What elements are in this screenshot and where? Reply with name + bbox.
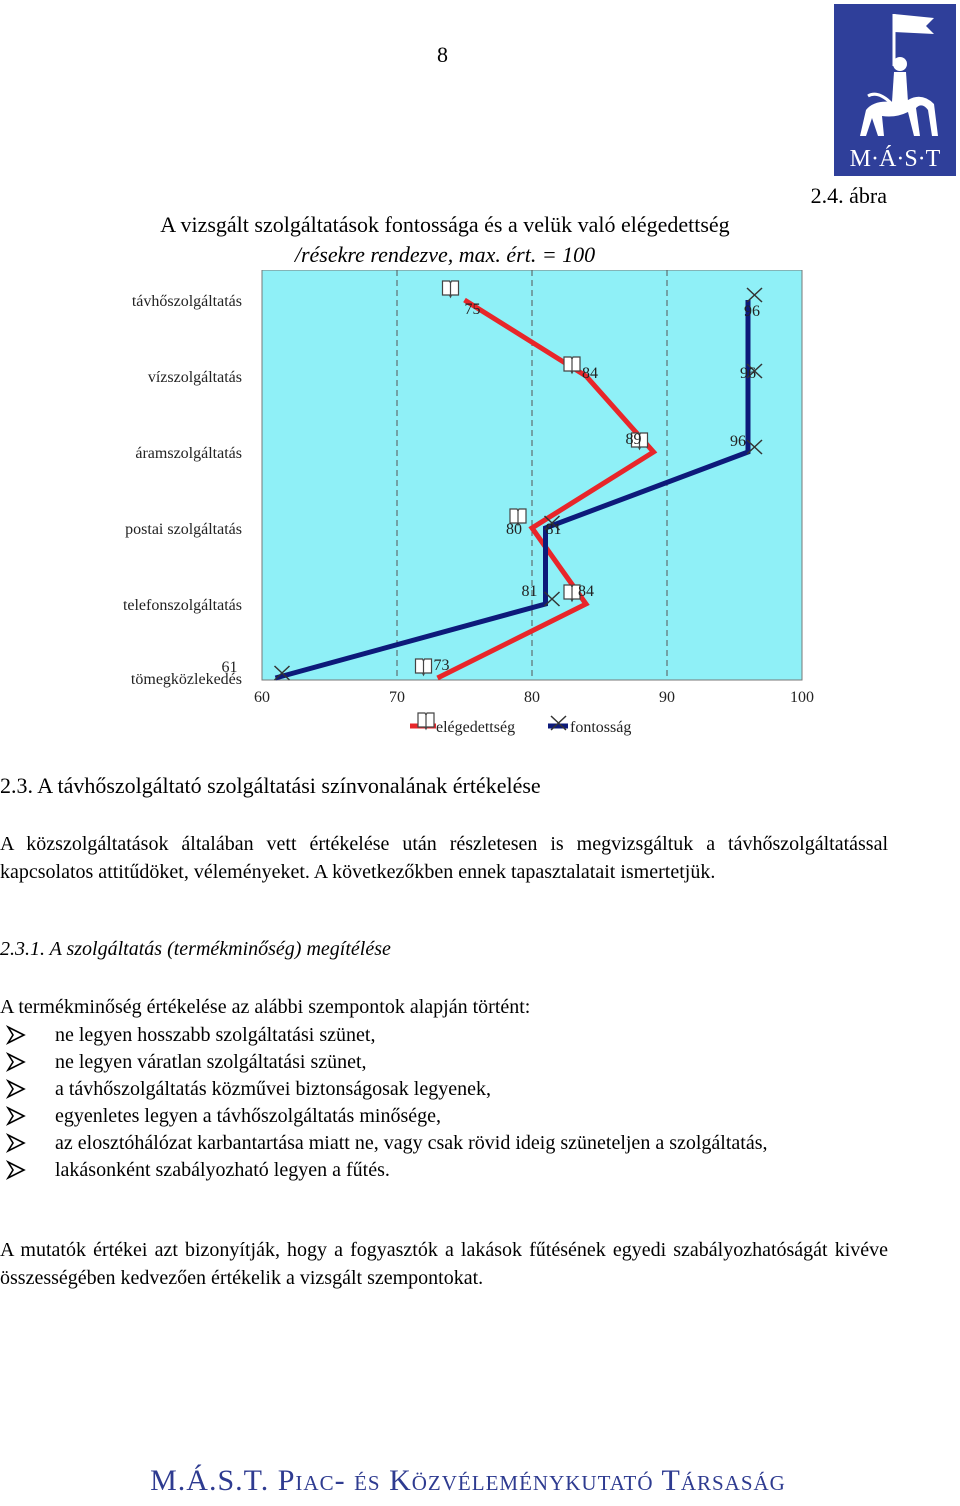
page-number: 8 xyxy=(437,42,448,67)
arrow-bullet-icon xyxy=(6,1105,28,1127)
mast-logo xyxy=(834,4,956,176)
logo-text: M·Á·S·T xyxy=(849,146,941,172)
category-label: áramszolgáltatás xyxy=(135,445,242,462)
list-item xyxy=(0,1076,888,1103)
chart-title xyxy=(100,210,790,270)
paragraph-2: A mutatók értékei azt bizonyítják, hogy a fogyasztók a lakások fűtésének egyedi szabályozhatóságát kivéve összességében kedvezően értékelik a vizsgált szempontokat. xyxy=(0,1239,888,1289)
x-tick-label: 100 xyxy=(790,689,814,706)
list-item xyxy=(0,1157,888,1184)
legend-label: fontosság xyxy=(570,719,632,736)
data-label: 81 xyxy=(545,521,562,538)
criteria-list xyxy=(0,1022,888,1184)
category-label: postai szolgáltatás xyxy=(125,521,242,538)
x-tick-label: 80 xyxy=(524,689,540,706)
list-item-text: lakásonként szabályozható legyen a fűtés. xyxy=(55,1159,390,1181)
list-item-text: az elosztóhálózat karbantartása miatt ne, vagy csak rövid ideig szüneteljen a szolgáltatás, xyxy=(55,1132,768,1154)
data-label: 81 xyxy=(521,583,538,600)
chart-title-line2: /résekre rendezve, max. ért. = 100 xyxy=(294,242,596,267)
satisfaction-importance-chart xyxy=(0,270,960,750)
list-item xyxy=(0,1022,888,1049)
intro-text: A termékminőség értékelése az alábbi szempontok alapján történt: xyxy=(0,996,531,1018)
list-item-text: egyenletes legyen a távhőszolgáltatás minősége, xyxy=(55,1105,441,1127)
list-item-text: a távhőszolgáltatás közművei biztonságosak legyenek, xyxy=(55,1078,491,1100)
list-item xyxy=(0,1049,888,1076)
data-label: 84 xyxy=(582,365,598,382)
section-heading: 2.3. A távhőszolgáltató szolgáltatási színvonalának értékelése xyxy=(0,773,541,798)
data-label: 96 xyxy=(744,303,760,320)
legend-label: elégedettség xyxy=(436,719,516,736)
arrow-bullet-icon xyxy=(6,1078,28,1100)
data-label: 80 xyxy=(506,521,522,538)
footer: M.Á.S.T. Piac- és Közvéleménykutató Társaság xyxy=(150,1464,786,1497)
data-label: 75 xyxy=(464,301,481,318)
category-label: távhőszolgáltatás xyxy=(131,293,242,310)
data-label: 73 xyxy=(433,657,450,674)
data-label: 61 xyxy=(221,659,238,676)
category-label: vízszolgáltatás xyxy=(147,369,242,386)
data-point xyxy=(416,659,432,675)
paragraph-1: A közszolgáltatások általában vett értékelése után részletesen is megvizsgáltuk a távhőszolgáltatással kapcsolatos attitűdöket, véleményeket. A következőkben ennek tapasztalatait ismertetjük. xyxy=(0,833,888,883)
arrow-bullet-icon xyxy=(6,1159,28,1181)
data-label: 84 xyxy=(578,583,594,600)
legend-book-icon xyxy=(418,713,434,729)
x-tick-label: 70 xyxy=(389,689,405,706)
list-item-text: ne legyen hosszabb szolgáltatási szünet, xyxy=(55,1024,376,1046)
chart-title-line1: A vizsgált szolgáltatások fontossága és a velük való elégedettség xyxy=(160,212,730,237)
arrow-bullet-icon xyxy=(6,1132,28,1154)
arrow-bullet-icon xyxy=(6,1024,28,1046)
data-label: 96 xyxy=(730,433,746,450)
x-tick-label: 90 xyxy=(659,689,675,706)
category-label: telefonszolgáltatás xyxy=(122,597,242,614)
list-item-text: ne legyen váratlan szolgáltatási szünet, xyxy=(55,1051,367,1073)
category-label: tömegközlekedés xyxy=(130,671,242,688)
list-item xyxy=(0,1130,888,1157)
data-point xyxy=(443,281,459,297)
data-label: 89 xyxy=(625,431,642,448)
data-point xyxy=(564,357,580,373)
data-label: 96 xyxy=(740,365,756,382)
arrow-bullet-icon xyxy=(6,1051,28,1073)
x-tick-label: 60 xyxy=(254,689,270,706)
subheading: 2.3.1. A szolgáltatás (termékminőség) megítélése xyxy=(0,938,391,960)
list-item xyxy=(0,1103,888,1130)
figure-ref: 2.4. ábra xyxy=(810,183,887,208)
